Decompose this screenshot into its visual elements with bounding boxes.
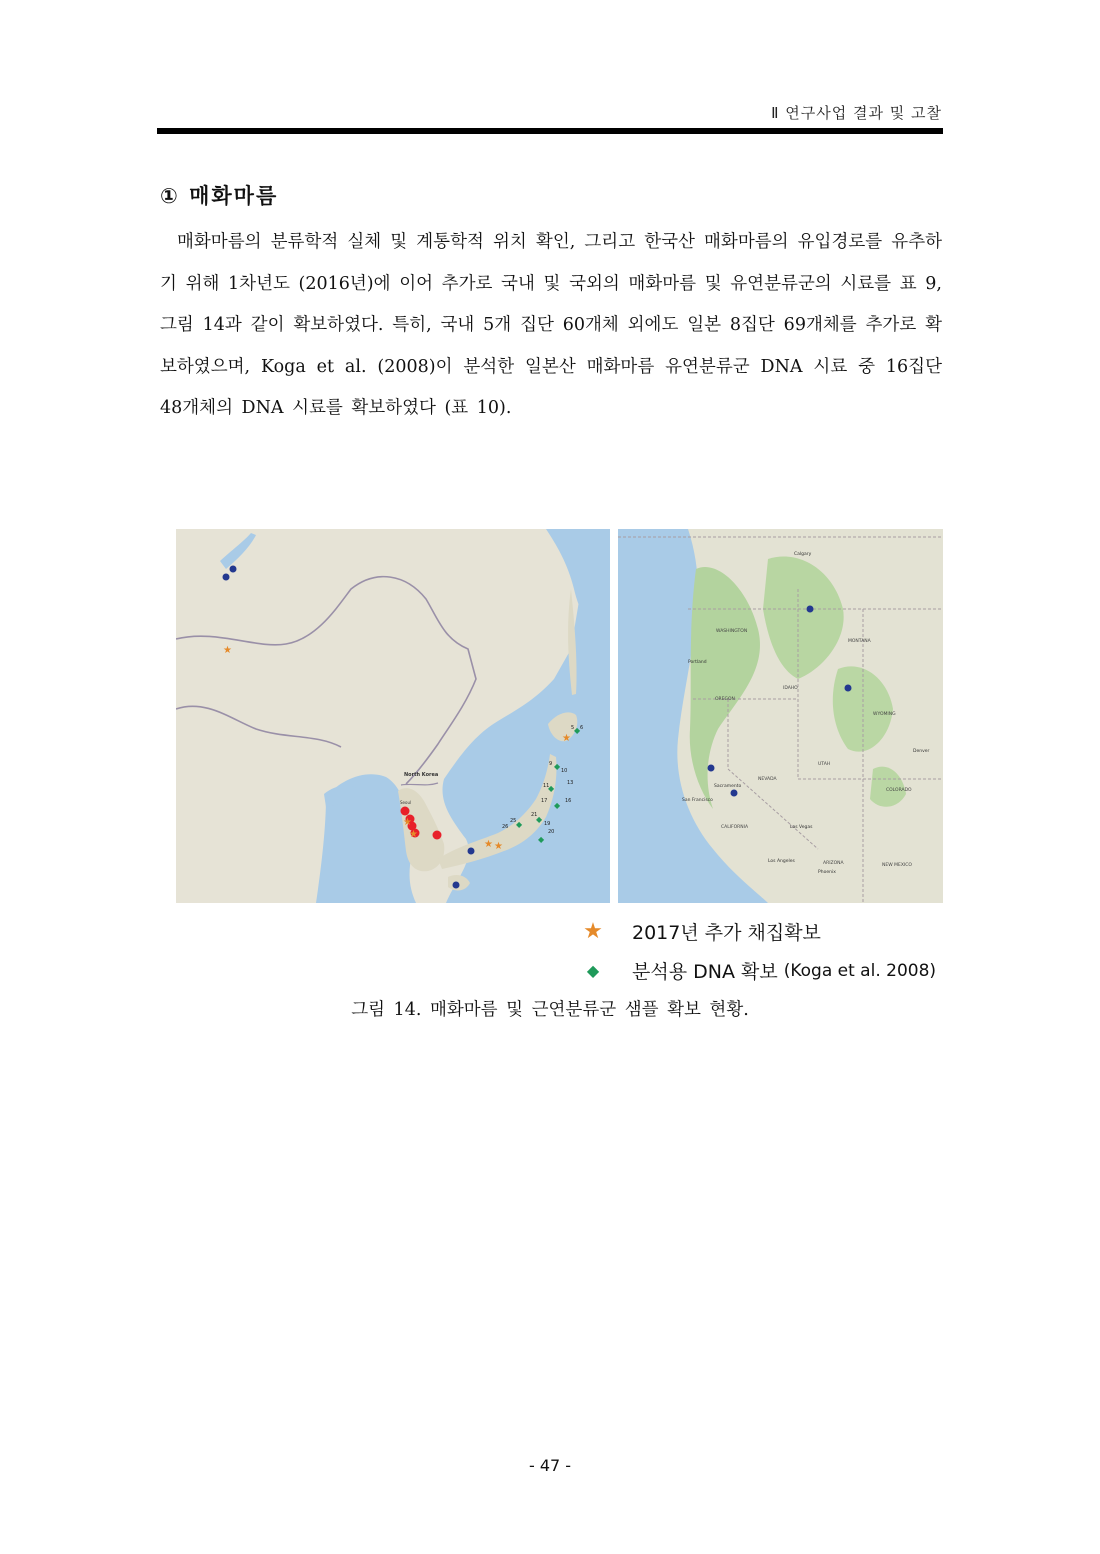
figure-caption: 그림 14. 매화마름 및 근연분류군 샘플 확보 현황. — [351, 1000, 749, 1020]
map-label-idaho: IDAHO — [783, 686, 798, 691]
map-label-los-angeles: Los Angeles — [768, 859, 795, 864]
svg-text:◆: ◆ — [538, 835, 545, 844]
map-western-us — [618, 529, 943, 903]
map-label-california: CALIFORNIA — [721, 825, 749, 830]
site-number-26: 26 — [502, 824, 509, 830]
site-number-20: 20 — [548, 829, 555, 835]
site-number-19: 19 — [544, 821, 551, 827]
legend-star-label: 2017년 추가 채집확보 — [632, 922, 821, 944]
map-label-phoenix: Phoenix — [818, 870, 836, 875]
map-label-seoul: Seoul — [400, 800, 412, 805]
map-label-denver: Denver — [913, 749, 930, 754]
site-number-25: 25 — [510, 818, 517, 824]
map-label-calgary: Calgary — [794, 552, 812, 557]
map-label-oregon: OREGON — [715, 697, 735, 702]
site-number-6: 6 — [580, 725, 584, 731]
svg-text:◆: ◆ — [554, 801, 561, 810]
map-east-asia — [176, 529, 610, 903]
site-number-9: 9 — [549, 761, 553, 767]
site-number-13: 13 — [567, 780, 574, 786]
svg-text:◆: ◆ — [574, 726, 581, 735]
page-number: - 47 - — [528, 1456, 572, 1475]
map-label-utah: UTAH — [818, 762, 831, 767]
map-label-san-francisco: San Francisco — [682, 798, 713, 803]
header-rule — [157, 128, 943, 134]
map-label-north-korea: North Korea — [404, 772, 439, 778]
site-number-21: 21 — [531, 812, 538, 818]
site-number-16: 16 — [565, 798, 572, 804]
map-label-sacramento: Sacramento — [714, 784, 742, 789]
site-number-5: 5 — [571, 725, 575, 731]
site-number-10: 10 — [561, 768, 568, 774]
svg-text:◆: ◆ — [548, 784, 555, 793]
map-label-new-mexico: NEW MEXICO — [882, 863, 912, 868]
diamond-icon: ◆ — [586, 961, 600, 980]
map-label-colorado: COLORADO — [886, 788, 912, 793]
legend-diamond-row — [582, 957, 936, 984]
map-label-nevada: NEVADA — [758, 777, 777, 782]
legend-diamond-label: 분석용 DNA 확보 — [632, 961, 778, 983]
map-label-arizona: ARIZONA — [823, 861, 844, 866]
map-label-wyoming: WYOMING — [873, 712, 896, 717]
map-label-washington: WASHINGTON — [716, 629, 748, 634]
section-title: ① 매화마름 — [160, 184, 279, 208]
legend-star-row — [582, 918, 821, 945]
legend-diamond-citation: (Koga et al. 2008) — [783, 960, 937, 981]
svg-text:◆: ◆ — [516, 820, 523, 829]
site-number-11: 11 — [543, 783, 550, 789]
svg-text:★: ★ — [562, 733, 571, 744]
map-label-portland: Portland — [688, 660, 707, 665]
svg-text:★: ★ — [223, 645, 232, 656]
svg-text:★: ★ — [494, 841, 503, 852]
svg-text:★: ★ — [403, 817, 412, 828]
svg-text:◆: ◆ — [536, 815, 543, 824]
map-label-montana: MONTANA — [848, 639, 871, 644]
site-number-17: 17 — [541, 798, 548, 804]
svg-text:★: ★ — [484, 839, 493, 850]
running-header: Ⅱ 연구사업 결과 및 고찰 — [771, 104, 942, 122]
map-label-las-vegas: Las Vegas — [790, 825, 813, 830]
svg-text:★: ★ — [409, 829, 418, 840]
star-icon: ★ — [583, 919, 603, 944]
body-paragraph: 매화마름의 분류학적 실체 및 계통학적 위치 확인, 그리고 한국산 매화마름의 유입경로를 유추하기 위해 1차년도 (2016년)에 이어 추가로 국내 및 국외의 매화마름 및 유연분류군의 시료를 표 9, 그림 14과 같이 확보하였다. 특히, 국내 5개 집단 60개체 외에도 일본 8집단 69개체를 추가로 확보하였으며, Koga et al. (2008)이 분석한 일본산 매화마름 유연분류군 DNA 시료 중 16집단 48개체의 DNA 시료를 확보하였다 (표 10). — [160, 232, 942, 418]
svg-text:◆: ◆ — [554, 762, 561, 771]
figure-14 — [176, 529, 943, 903]
